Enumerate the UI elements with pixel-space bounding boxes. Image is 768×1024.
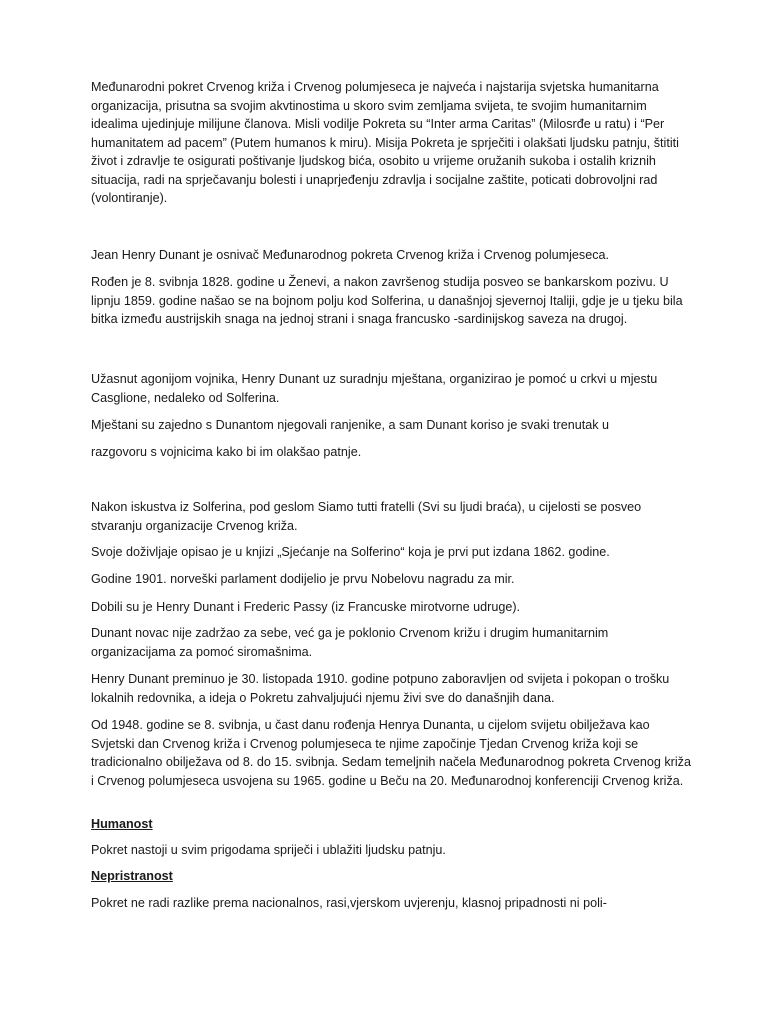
paragraph-agony: Užasnut agonijom vojnika, Henry Dunant uz suradnju mještana, organizirao je pomoć u crkvi u mjestu Casglione, nedaleko od Solferina. (91, 372, 658, 405)
paragraph-donation: Dunant novac nije zadržao za sebe, već ga je poklonio Crvenom križu i drugim humanitarnim organizacijama za pomoć siromašnima. (91, 626, 609, 659)
paragraph-birth: Rođen je 8. svibnja 1828. godine u Ženevi, a nakon završenog studija posveo se bankarskom pozivu. U lipnju 1859. godine našao se na bojnom polju kod Solferina, u današnjoj sjevernoj Italiji, gdje je u tjeku bila bitka između austrijskih snaga na jednoj strani i snaga francusko -sardinijskog saveza na drugoj. (91, 275, 683, 326)
paragraph-death: Henry Dunant preminuo je 30. listopada 1910. godine potpuno zaboravljen od svijeta i pokopan o trošku lokalnih redovnika, a ideja o Pokretu zahvaljujući njemu živi sve do današnjih dana. (91, 672, 670, 705)
paragraph-founder: Jean Henry Dunant je osnivač Međunarodnog pokreta Crvenog križa i Crvenog polumjeseca. (91, 248, 610, 262)
paragraph-conversation: razgovoru s vojnicima kako bi im olakšao patnje. (91, 445, 362, 459)
paragraph-laureates: Dobili su je Henry Dunant i Frederic Passy (iz Francuske mirotvorne udruge). (91, 600, 521, 614)
paragraph-humanost: Pokret nastoji u svim prigodama spriječi i ublažiti ljudsku patnju. (91, 843, 446, 857)
paragraph-book: Svoje doživljaje opisao je u knjizi „Sjećanje na Solferino“ koja je prvi put izdana 1862. godine. (91, 545, 610, 559)
paragraph-world-day: Od 1948. godine se 8. svibnja, u čast danu rođenja Henrya Dunanta, u cijelom svijetu obilježava kao Svjetski dan Crvenog križa i Crvenog polumjeseca te njime započinje Tjedan Crvenog križa koji se tradicionalno obilježava od 8. do 15. svibnja. Sedam temeljnih načela Međunarodnog pokreta Crvenog križa i Crvenog polumjeseca usvojena su 1965. godine u Beču na 20. Međunarodnoj konferenciji Crvenog križa. (91, 718, 691, 788)
paragraph-after-solferino: Nakon iskustva iz Solferina, pod geslom Siamo tutti fratelli (Svi su ljudi braća), u cijelosti se posveo stvaranju organizacije Crvenog križa. (91, 500, 642, 533)
paragraph-locals: Mještani su zajedno s Dunantom njegovali ranjenike, a sam Dunant koriso je svaki trenutak u (91, 418, 610, 432)
heading-nepristranost: Nepristranost (91, 869, 173, 883)
paragraph-nobel: Godine 1901. norveški parlament dodijelio je prvu Nobelovu nagradu za mir. (91, 572, 515, 586)
heading-humanost: Humanost (91, 817, 153, 831)
paragraph-nepristranost: Pokret ne radi razlike prema nacionalnos, rasi,vjerskom uvjerenju, klasnoj pripadnosti ni poli- (91, 896, 607, 910)
paragraph-intro: Međunarodni pokret Crvenog križa i Crvenog polumjeseca je najveća i najstarija svjetska humanitarna organizacija, prisutna sa svojim akvtinostima u skoro svim zemljama svijeta, te svojim humanitarnim idealima ujedinjuje milijune članova. Misli vodilje Pokreta su “Inter arma Caritas” (Milosrđe u ratu) i “Per humanitatem ad pacem” (Putem humanos k miru). Misija Pokreta je sprječiti i olakšati ljudsku patnju, štititi život i zdravlje te osigurati poštivanje ljudskog bića, osobito u vrijeme oružanih sukoba i ostalih kriznih situacija, radi na sprječavanju bolesti i unaprjeđenju zdravlja i socijalne zaštite, poticati dobrovoljni rad (volontiranje). (91, 80, 679, 205)
